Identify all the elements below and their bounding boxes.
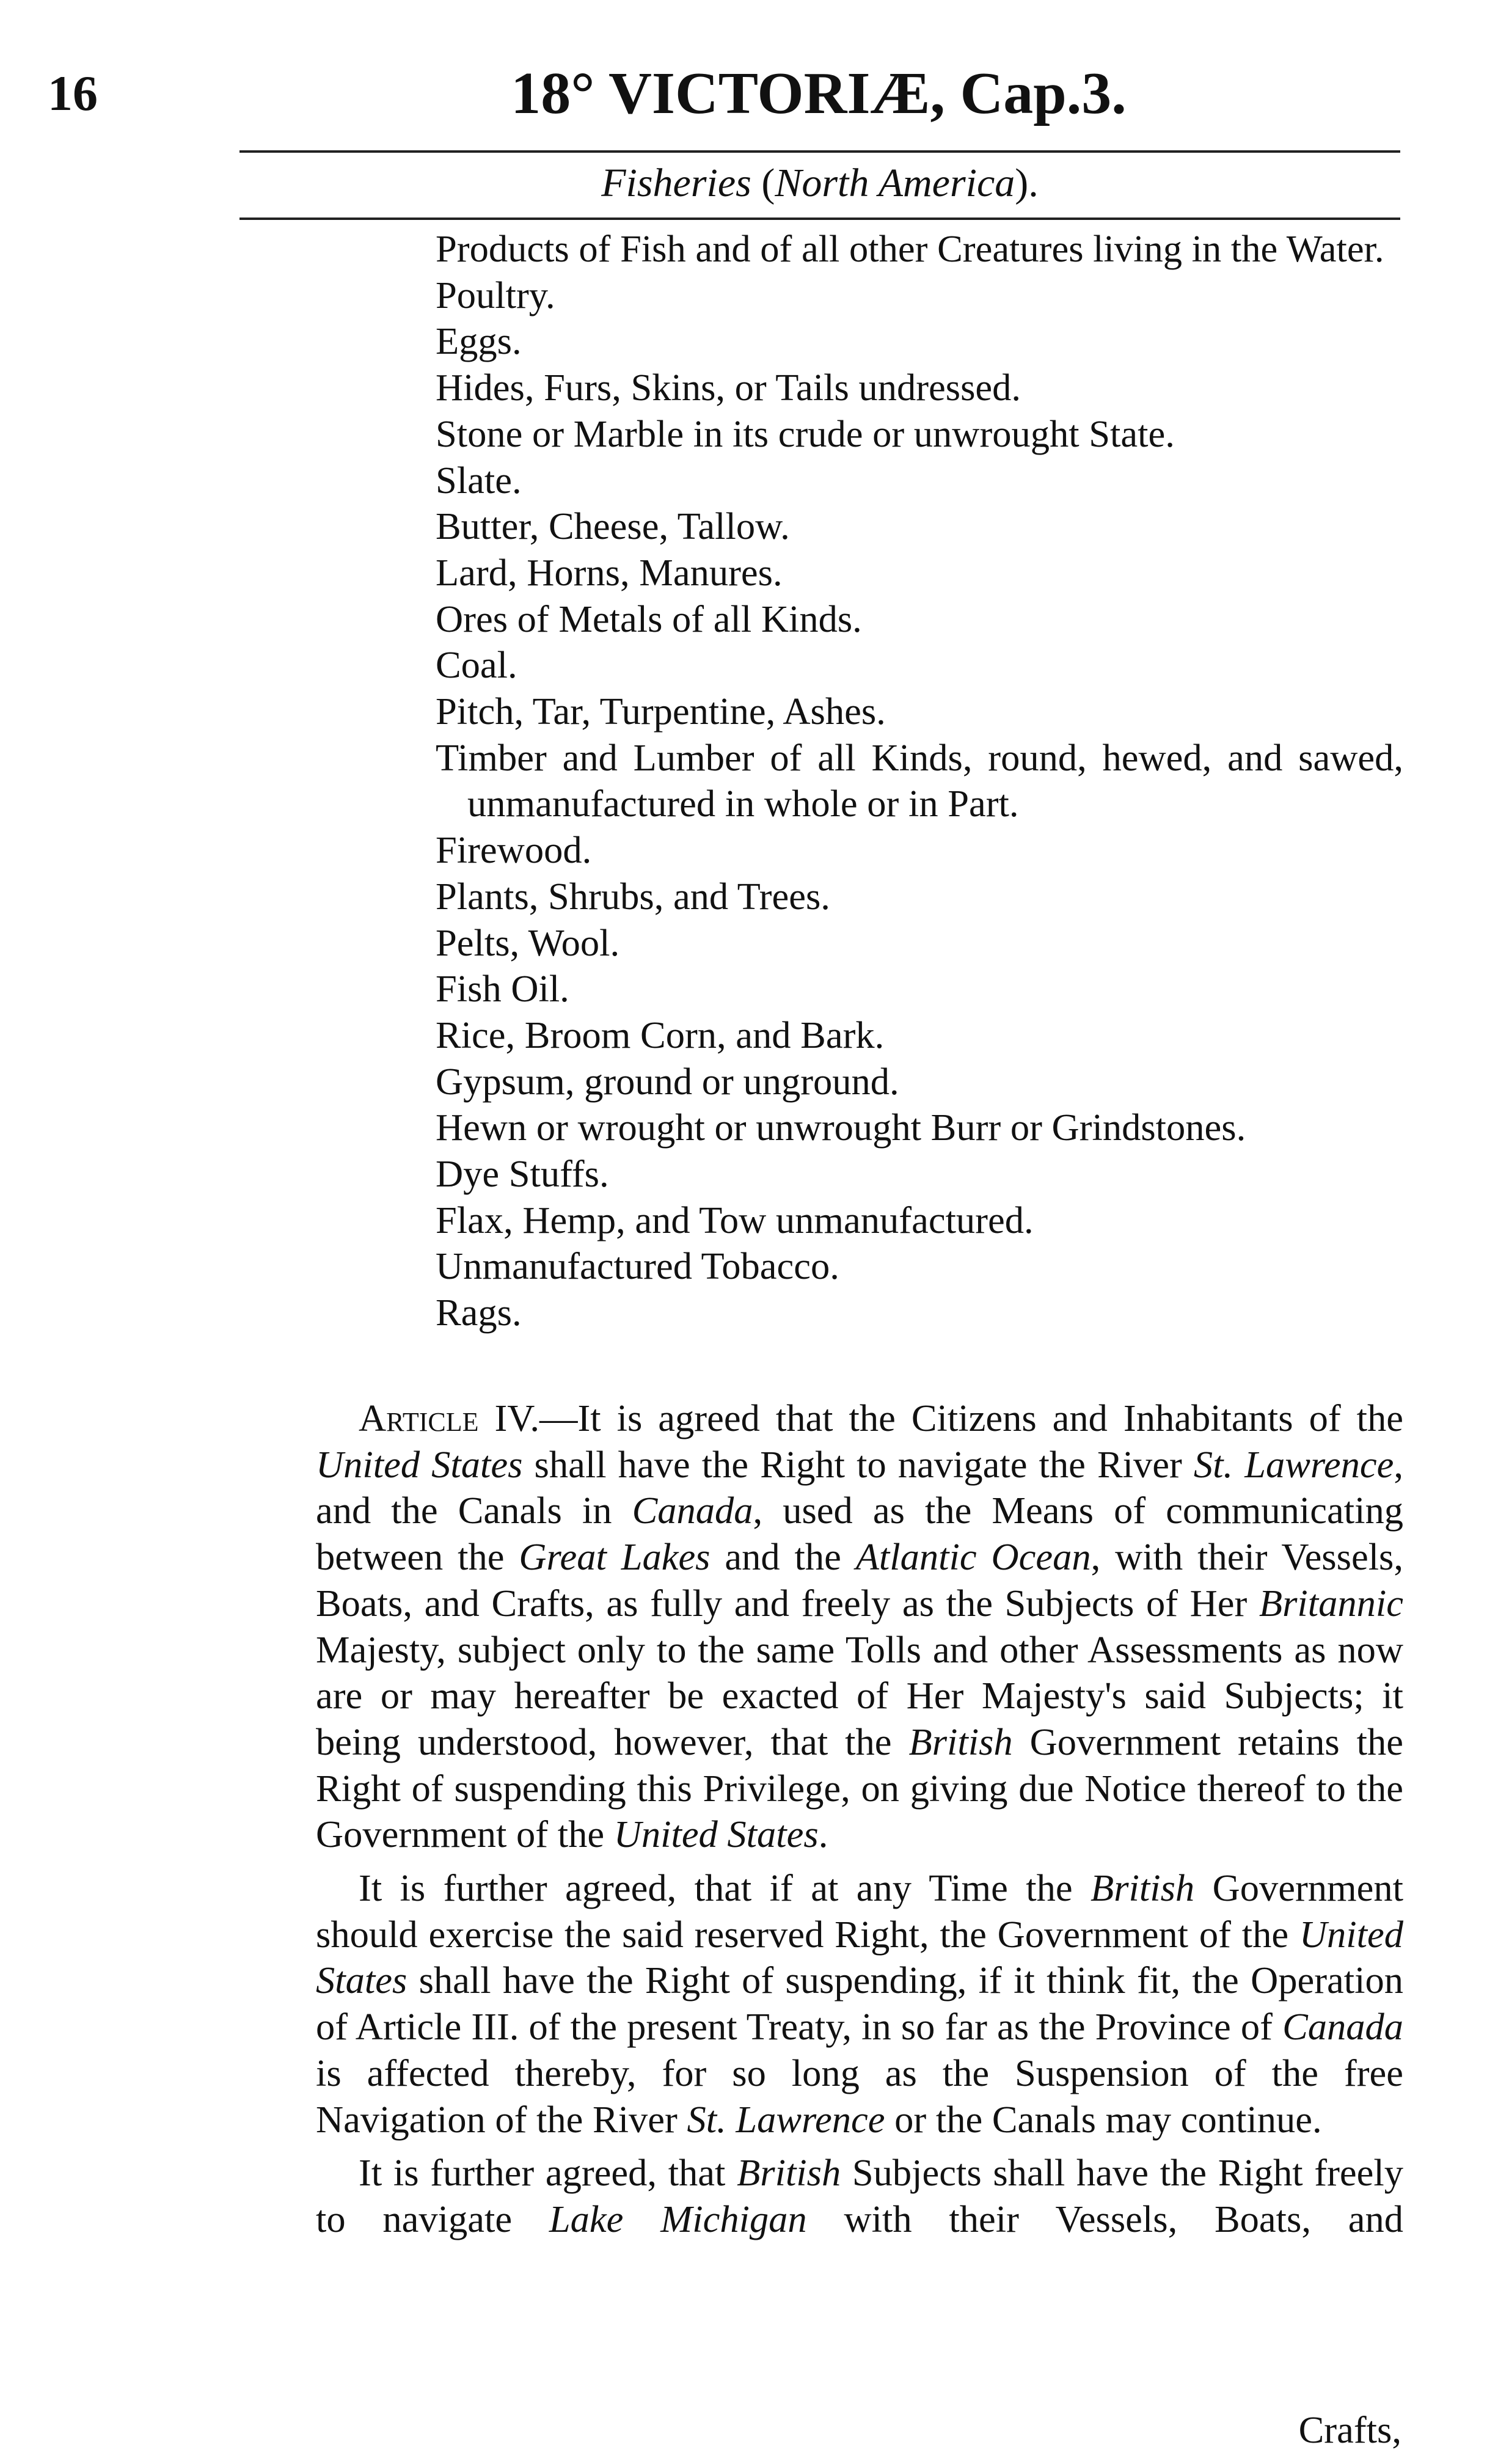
list-item: Timber and Lumber of all Kinds, round, hewed, and sawed, unmanufactured in whole or in Part. xyxy=(436,736,1403,825)
text-run: Subjects shall have the Right freely to navigate xyxy=(316,2151,1403,2240)
list-item: Hides, Furs, Skins, or Tails undressed. xyxy=(436,366,1021,409)
list-item: Pitch, Tar, Turpentine, Ashes. xyxy=(436,690,886,733)
list-item: Lard, Horns, Manures. xyxy=(436,550,783,594)
list-item: Dye Stuffs. xyxy=(436,1152,609,1196)
text-run: , used as the Means of communicating between the xyxy=(316,1489,1403,1579)
list-item: Coal. xyxy=(436,643,517,687)
list-item: Gypsum, ground or unground. xyxy=(436,1059,899,1103)
list-item: Plants, Shrubs, and Trees. xyxy=(436,874,830,918)
page-number: 16 xyxy=(48,65,98,121)
article-body xyxy=(316,1395,1403,2250)
text-run: or the Canals may continue. xyxy=(885,2097,1322,2141)
list-item: Hewn or wrought or unwrought Burr or Grindstones. xyxy=(436,1106,1246,1149)
subhead-open: ( xyxy=(751,161,775,205)
list-item: Products of Fish and of all other Creatures living in the Water. xyxy=(436,227,1384,270)
article-paragraph xyxy=(316,1395,1403,1858)
text-run-italic: United States xyxy=(316,1912,1403,2002)
text-run: shall have the Right to navigate the River xyxy=(522,1442,1194,1486)
list-item: Slate. xyxy=(436,458,522,502)
text-run-italic: United States xyxy=(613,1813,819,1856)
text-run: is affected thereby, for so long as the Suspension of the free Navigation of the River xyxy=(316,2051,1403,2141)
running-subhead xyxy=(239,159,1400,207)
list-item: Rice, Broom Corn, and Bark. xyxy=(436,1013,885,1056)
list-item: Unmanufactured Tobacco. xyxy=(436,1245,839,1288)
article-paragraph xyxy=(316,2150,1403,2242)
subhead-main: Fisheries xyxy=(601,161,751,205)
list-item: Firewood. xyxy=(436,828,592,872)
text-run-italic: Canada xyxy=(632,1489,753,1532)
list-item: Flax, Hemp, and Tow unmanufactured. xyxy=(436,1198,1034,1241)
text-run-italic: Atlantic Ocean xyxy=(855,1535,1091,1579)
text-run-italic: British xyxy=(908,1720,1013,1763)
text-run: shall have the Right of suspending, if it think fit, the Operation of Article III. of the present Treaty, in so far as the Province of xyxy=(316,1959,1403,2049)
goods-list xyxy=(436,226,1403,1336)
text-run: It is further agreed, that xyxy=(359,2151,737,2195)
list-item: Fish Oil. xyxy=(436,967,569,1011)
text-run: and the xyxy=(710,1535,856,1579)
text-run-italic: St. Lawrence xyxy=(1193,1442,1394,1486)
list-item: Eggs. xyxy=(436,320,522,363)
text-run-italic: Canada xyxy=(1282,2005,1403,2049)
text-run: , and the Canals in xyxy=(316,1442,1403,1532)
text-run: , with their Vessels, Boats, and Crafts, as fully and freely as the Subjects of Her xyxy=(316,1535,1404,1625)
subhead-region: North America xyxy=(775,161,1015,205)
text-run-italic: British xyxy=(1091,1866,1195,1910)
list-item: Ores of Metals of all Kinds. xyxy=(436,597,862,640)
article-paragraph xyxy=(316,1865,1403,2143)
text-run: Government retains the Right of suspending this Privilege, on giving due Notice thereof to the Government of the xyxy=(316,1720,1403,1856)
running-head-title: 18° VICTORIÆ, Cap.3. xyxy=(511,60,1127,126)
text-run: Majesty, subject only to the same Tolls and other Assessments as now are or may hereafter be exacted of Her Majesty's said Subjects; it being understood, however, that the xyxy=(316,1628,1403,1763)
list-item: Stone or Marble in its crude or unwrought State. xyxy=(436,412,1175,455)
text-run: Government should exercise the said reserved Right, the Government of the xyxy=(316,1866,1403,1956)
header-rule-bottom xyxy=(239,218,1400,220)
article-label: Article IV. xyxy=(359,1397,539,1439)
text-run-italic: Lake Michigan xyxy=(549,2197,807,2240)
subhead-close: ). xyxy=(1015,161,1039,205)
list-item: Butter, Cheese, Tallow. xyxy=(436,505,790,548)
text-run: with their Vessels, Boats, and xyxy=(806,2197,1403,2240)
text-run: It is further agreed, that if at any Time the xyxy=(359,1866,1091,1910)
text-run-italic: Britannic xyxy=(1259,1581,1403,1625)
list-item: Poultry. xyxy=(436,273,555,316)
text-run-italic: British xyxy=(737,2151,841,2195)
list-item: Pelts, Wool. xyxy=(436,921,620,964)
header-rule-top xyxy=(239,150,1400,153)
text-run-italic: Great Lakes xyxy=(519,1535,711,1579)
list-item: Rags. xyxy=(436,1291,522,1334)
text-run-italic: St. Lawrence xyxy=(687,2097,885,2141)
catchword: Crafts, xyxy=(1298,2408,1401,2451)
text-run-italic: United States xyxy=(316,1442,523,1486)
text-run: —It is agreed that the Citizens and Inhabitants of the xyxy=(539,1397,1403,1439)
text-run: . xyxy=(818,1813,828,1856)
